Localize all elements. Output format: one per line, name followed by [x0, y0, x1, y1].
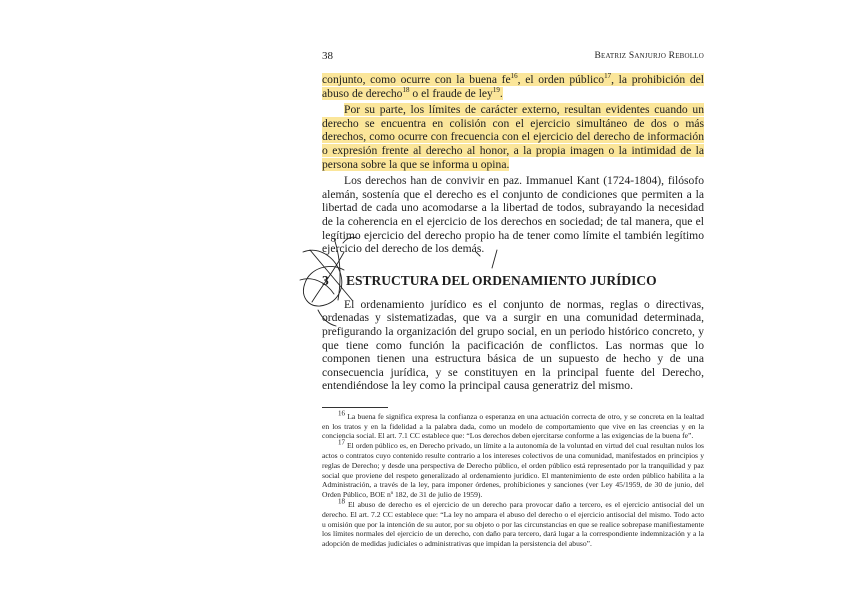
highlight: conjunto, como ocurre con la buena $fe^{16}$, el orden público$^{17}$, la prohibición del abuso de derecho$^{18}$ o el fraude de ley$^{19}$.	[322, 72, 704, 100]
running-header-author: Beatriz Sanjurjo Rebollo	[594, 51, 704, 61]
footnote: $^{18}$ El abuso de derecho es el ejercicio de un derecho para provocar daño a tercero, es el ejercicio antisocial del un derecho. El art. 7.2 CC establece que: “La ley no ampara el abuso del derecho o el ejercicio antisocial del mismo. Todo acto u omisión que por la intención de su autor, por su objeto o por las circunstancias en que se realice sobrepase manifiestamente los límites normales del ejercicio de un derecho, con daño para tercero, dará lugar a la correspondiente indemnización y a la adopción de medidas judiciales o administrativas que impidan la persistencia del abuso”.	[322, 497, 704, 549]
section-number: 3	[322, 272, 329, 288]
paragraph-ordenamiento: El ordenamiento jurídico es el conjunto de normas, reglas o directivas, ordenadas y sistematizadas, que va a surgir en una comunidad determinada, prefigurando la organización del grupo social, en un periodo histórico concreto, y que tiene como función la pacificación de conflictos. Las normas que lo componen tienen una estructura básica de un supuesto de hecho y de una consecuencia jurídica, y se constituyen en la principal fuente del Derecho, entendiéndose la ley como la principal causa generatriz del mismo.	[322, 297, 704, 393]
footnote-rule	[322, 407, 388, 408]
footnote: $^{17}$ El orden público es, en Derecho privado, un límite a la autonomía de la voluntad en virtud del cual resultan nulos los actos o contratos cuyo contenido resulte contrario a los intereses colectivos de una comunidad, manifestados en principios y reglas de Derecho; y desde una perspectiva de Derecho público, el orden público está representado por la tranquilidad y paz social que proviene del respeto generalizado al ordenamiento jurídico. El mantenimiento de este orden público habilita a la Administración, a través de la ley, para imponer órdenes, prohibiciones y sanciones (ver Ley 45/1959, de 30 de junio, del Orden Público, BOE nº 182, de 31 de julio de 1959).	[322, 438, 704, 500]
page-body	[322, 73, 704, 549]
footnote-ref[interactable]: 18	[402, 85, 410, 94]
highlight: Por su parte, los límites de carácter externo, resultan evidentes cuando un derecho se encuentra en colisión con el ejercicio simultáneo de dos o más derechos, como ocurre con frecuencia con el ejercicio del derecho de información o expresión frente al derecho al honor, a la propia imagen o la intimidad de la persona sobre la que se informa u opina.	[322, 103, 704, 171]
section-title: ESTRUCTURA DEL ORDENAMIENTO JURÍDICO	[346, 272, 657, 288]
footnotes	[322, 409, 704, 549]
section-heading	[322, 273, 704, 289]
running-header	[322, 49, 704, 63]
footnote-ref[interactable]: 17	[604, 72, 612, 81]
footnote-ref[interactable]: 16	[510, 72, 518, 81]
paragraph-kant: Los derechos han de convivir en paz. Immanuel Kant (1724-1804), filósofo alemán, sostenía que el derecho es el conjunto de condiciones que permiten a la libertad de cada uno acomodarse a la libertad de todos, subrayando la necesidad de la coherencia en el ejercicio de los derechos en sociedad; de tal manera, que el legítimo ejercicio del derecho propio ha de tener como límite el también legítimo ejercicio del derecho de los demás.	[322, 174, 704, 256]
footnote-ref[interactable]: 19	[492, 85, 500, 94]
footnote: $^{16}$ La buena fe significa expresa la confianza o esperanza en una actuación correcta de otro, y se concreta en la lealtad en los tratos y en la fidelidad a la palabra dada, como un modelo de comportamiento que vive en las creencias y en la conciencia social. El art. 7.1 CC establece que: “Los derechos deben ejercitarse conforme a las exigencias de la buena fe”.	[322, 409, 704, 441]
paragraph-limits-internal	[322, 73, 704, 100]
paragraph-limits-external	[322, 103, 704, 171]
page-number: 38	[322, 50, 333, 62]
document-page	[322, 0, 704, 599]
